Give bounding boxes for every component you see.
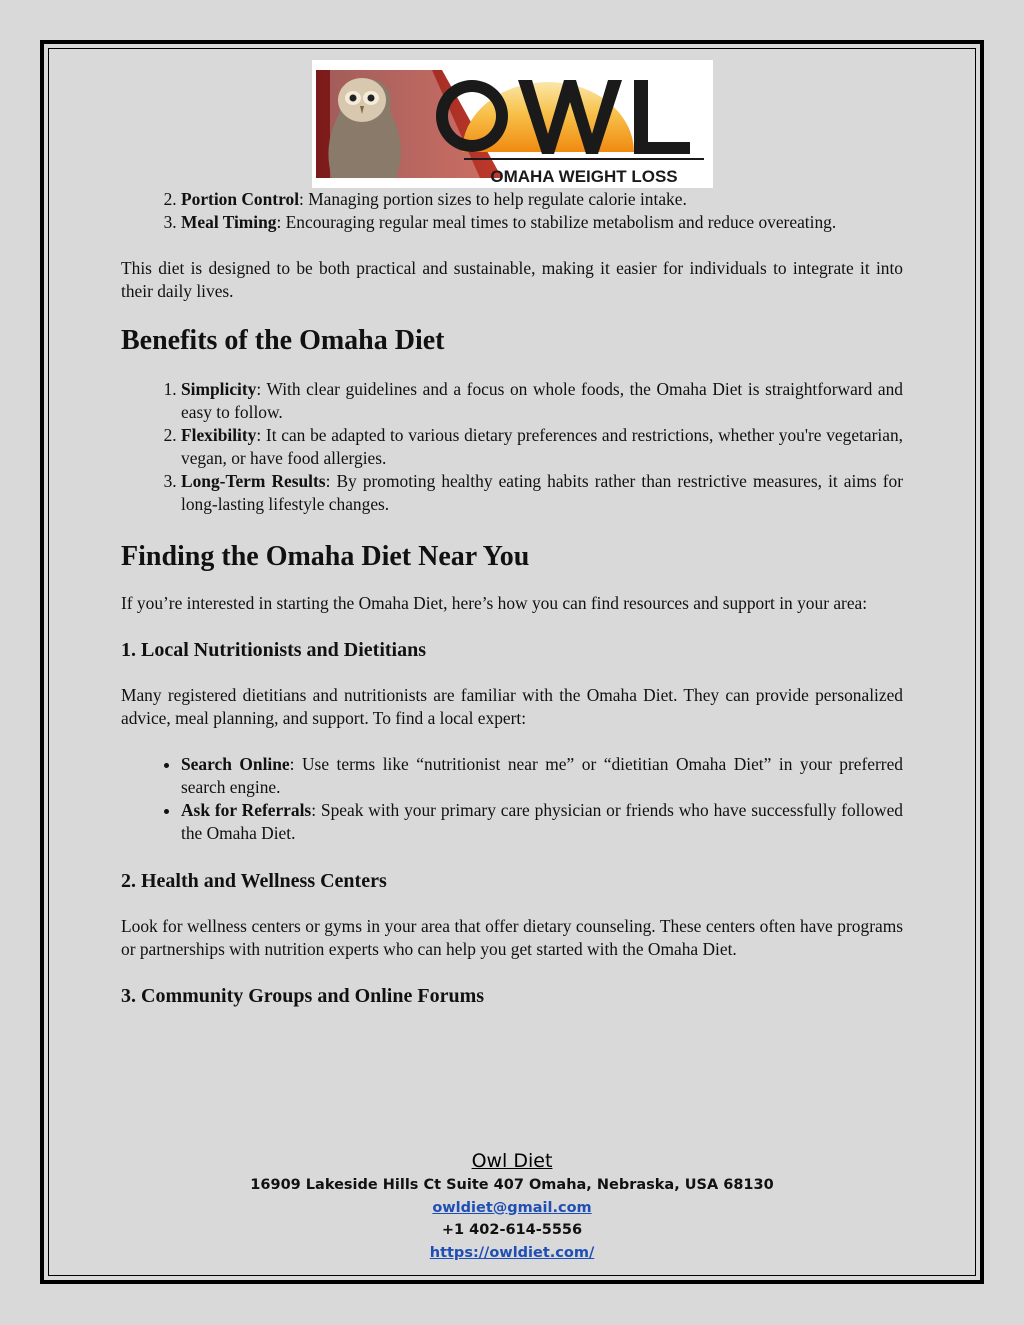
list-item-term: Portion Control: [181, 189, 300, 209]
section1-heading: 1. Local Nutritionists and Dietitians: [121, 639, 427, 661]
list-item-text: : Encouraging regular meal times to stabilize metabolism and reduce overeating.: [276, 212, 837, 232]
benefits-list: [121, 378, 903, 516]
logo-tagline: OMAHA WEIGHT LOSS: [490, 167, 678, 186]
footer-website-link[interactable]: https://owldiet.com/: [429, 1244, 595, 1261]
list-item-term: Long-Term Results: [181, 471, 326, 491]
list-item: [181, 188, 903, 211]
list-item-term: Flexibility: [181, 425, 257, 445]
list-item-text: : With clear guidelines and a focus on whole foods, the Omaha Diet is straightforward and easy to follow.: [181, 379, 903, 422]
list-item: [181, 211, 903, 234]
contact-footer: [48, 1148, 976, 1264]
document-body: [121, 188, 903, 1009]
owl-logo-graphic: [312, 60, 713, 188]
owl-logo: [312, 60, 713, 188]
section2-paragraph: Look for wellness centers or gyms in your area that offer dietary counseling. These centers often have programs or partnerships with nutrition experts who can help you get started with the Omaha Diet.: [121, 916, 903, 959]
list-item: [181, 378, 903, 424]
list-item: [181, 424, 903, 470]
section1-paragraph: Many registered dietitians and nutritionists are familiar with the Omaha Diet. They can provide personalized advice, meal planning, and support. To find a local expert:: [121, 685, 903, 728]
list-item-text: : Managing portion sizes to help regulate calorie intake.: [299, 189, 687, 209]
list-item-text: : Use terms like “nutritionist near me” or “dietitian Omaha Diet” in your preferred search engine.: [181, 754, 903, 797]
list-item-text: : Speak with your primary care physician or friends who have successfully followed the Omaha Diet.: [181, 800, 903, 843]
footer-address: 16909 Lakeside Hills Ct Suite 407 Omaha, Nebraska, USA 68130: [250, 1177, 774, 1193]
section2-heading: 2. Health and Wellness Centers: [121, 870, 387, 892]
section3-heading: 3. Community Groups and Online Forums: [121, 985, 485, 1007]
footer-brand: Owl Diet: [471, 1150, 553, 1172]
list-item: [181, 799, 903, 845]
list-item-text: : It can be adapted to various dietary preferences and restrictions, whether you're vegetarian, vegan, or have food allergies.: [181, 425, 903, 468]
list-item-term: Search Online: [181, 754, 290, 774]
list-item-text: : By promoting healthy eating habits rather than restrictive measures, it aims for long-lasting lifestyle changes.: [181, 471, 903, 514]
benefits-heading: Benefits of the Omaha Diet: [121, 325, 445, 356]
finding-heading: Finding the Omaha Diet Near You: [121, 541, 530, 572]
footer-phone: +1 402-614-5556: [441, 1222, 583, 1238]
list-item: [181, 753, 903, 799]
finding-paragraph: If you’re interested in starting the Omaha Diet, here’s how you can find resources and support in your area:: [121, 593, 868, 613]
list-item-term: Meal Timing: [181, 212, 277, 232]
footer-email-link[interactable]: owldiet@gmail.com: [432, 1199, 592, 1216]
intro-paragraph: This diet is designed to be both practical and sustainable, making it easier for individuals to integrate it into their daily lives.: [121, 258, 903, 301]
intro-list: [121, 188, 903, 234]
list-item-term: Simplicity: [181, 379, 257, 399]
section1-bullets: [121, 753, 903, 845]
list-item: [181, 470, 903, 516]
list-item-term: Ask for Referrals: [181, 800, 312, 820]
